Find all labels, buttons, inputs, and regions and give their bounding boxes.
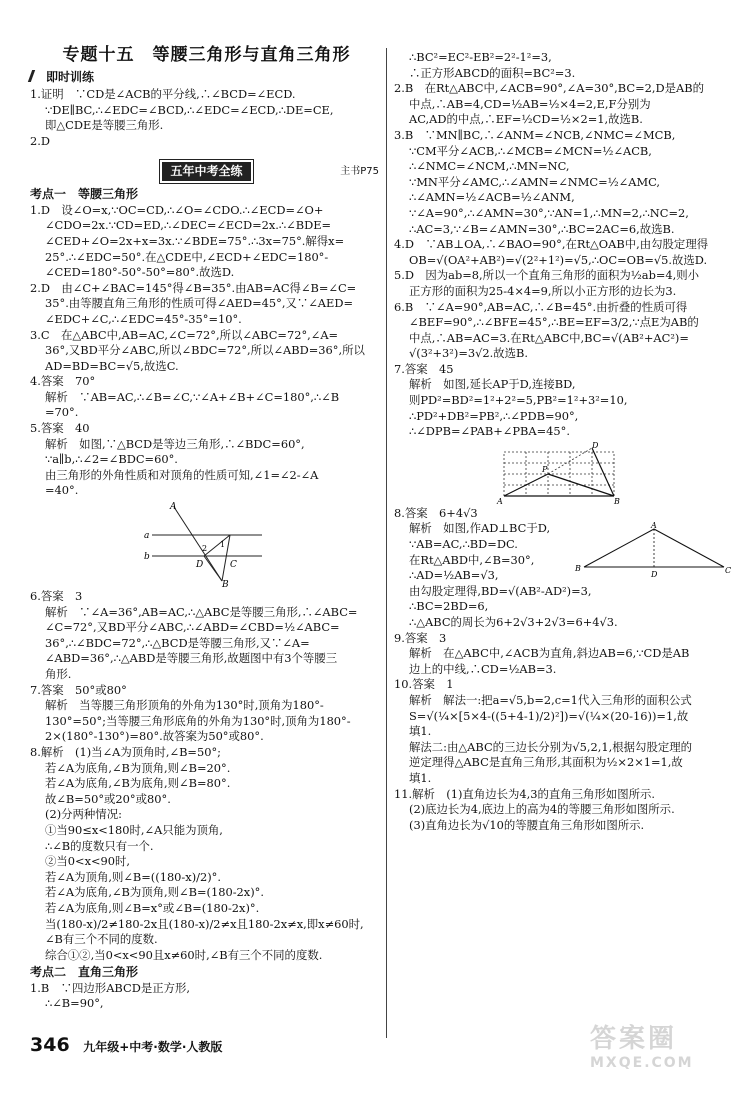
text-line: 由勾股定理得,BD=√(AB²-AD²)=3,: [409, 583, 592, 598]
text-line: ∵∠A=90°,∴∠AMN=30°,∵AN=1,∴MN=2,∴NC=2,: [409, 205, 689, 220]
column-divider: [386, 48, 387, 1038]
label-C: C: [725, 566, 732, 576]
text-line: 填1.: [409, 770, 432, 785]
text-line: 解析 如图,∵△BCD是等边三角形,∴∠BDC=60°,: [45, 436, 305, 451]
text-line: 130°=50°;当等腰三角形底角的外角为130°时,顶角为180°-: [45, 713, 351, 728]
label-D: D: [651, 570, 658, 580]
text-line: 解析 解法一:把a=√5,b=2,c=1代入三角形的面积公式: [409, 692, 692, 707]
text-line: 解析 ∵∠A=36°,AB=AC,∴△ABC是等腰三角形,∴∠ABC=: [45, 604, 358, 619]
label-P: P: [542, 464, 548, 474]
label-B: B: [614, 496, 620, 504]
text-line: 角形.: [45, 667, 72, 681]
text-line: 中点,∴AB=4,CD=½AB=½×4=2,E,F分别为: [409, 96, 651, 111]
text-line: 3.B ∵MN∥BC,∴∠ANM=∠NCB,∠NMC=∠MCB,: [394, 127, 676, 142]
text-line: ∵DE∥BC,∴∠EDC=∠BCD,∴∠EDC=∠ECD,∴DE=CE,: [45, 102, 334, 117]
text-line: 6.B ∵∠A=90°,AB=AC,∴∠B=45°.由折叠的性质可得: [394, 299, 688, 314]
text-line: 1.D 设∠O=x,∵OC=CD,∴∠O=∠CDO.∴∠ECD=∠O+: [30, 202, 324, 217]
label-A: A: [651, 521, 657, 531]
label-D: D: [592, 441, 599, 450]
text-line: ∴正方形ABCD的面积=BC²=3.: [409, 65, 576, 80]
text-line: ∴BC²=EC²-EB²=2²-1²=3,: [409, 50, 552, 64]
page-footer: [30, 1034, 222, 1056]
footer-text: 九年级+中考·数学·人教版: [83, 1040, 223, 1054]
text-line: 2.D 由∠C+∠BAC=145°得∠B=35°.由AB=AC得∠B=∠C=: [30, 280, 357, 295]
text-line: 7.答案 45: [394, 361, 454, 376]
text-line: =70°.: [45, 405, 79, 420]
label-D: D: [195, 560, 203, 571]
label-angle-2: 2: [201, 544, 207, 554]
text-line: 若∠A为底角,∠B为顶角,则∠B=(180-2x)°.: [45, 885, 264, 900]
label-A: A: [497, 496, 503, 504]
text-line: 填1.: [409, 724, 432, 739]
text-line: 若∠A为底角,∠B为底角,则∠B=80°.: [45, 776, 231, 791]
text-line: AC,AD的中点,∴EF=½CD=½×2=1,故选B.: [409, 112, 643, 127]
text-line: ∴∠AMN=½∠ACB=½∠ANM,: [409, 190, 575, 205]
text-line: ∴∠NMC=∠NCM,∴MN=NC,: [409, 159, 570, 174]
text-line: ∴∠B的度数只有一个.: [45, 838, 154, 853]
banner-ref: 主书P75: [340, 165, 379, 177]
figure-isosceles-triangle: [574, 521, 734, 581]
text-line: (2)底边长为4,底边上的高为4的等腰三角形如图所示.: [409, 802, 675, 817]
text-line: 2×(180°-130°)=80°.故答案为50°或80°.: [45, 729, 264, 744]
text-line: 若∠A为顶角,则∠B=((180-x)/2)°.: [45, 869, 221, 884]
text-line: ∵MN平分∠AMC,∴∠AMN=∠NMC=½∠AMC,: [409, 174, 661, 189]
right-column: [394, 0, 734, 1094]
pen-icon: [28, 70, 45, 82]
text-line: 8.解析 (1)当∠A为顶角时,∠B=50°;: [30, 744, 222, 759]
page-number: 346: [30, 1034, 70, 1056]
text-line: 综合①②,当0<x<90且x≠60时,∠B有三个不同的度数.: [45, 947, 323, 962]
text-line: 5.D 因为ab=8,所以一个直角三角形的面积为½ab=4,则小: [394, 268, 700, 283]
text-line: ∠C=72°,又BD平分∠ABC,∴∠ABD=∠CBD=½∠ABC=: [45, 620, 340, 635]
text-line: 3.C 在△ABC中,AB=AC,∠C=72°,所以∠ABC=72°,∠A=: [30, 327, 339, 342]
text-line: 10.答案 1: [394, 677, 454, 692]
text-line: 正方形的面积为25-4×4=9,所以小正方形的边长为3.: [409, 283, 677, 298]
text-line: 25°.∴∠EDC=50°.在△CDE中,∠ECD+∠EDC=180°-: [45, 249, 329, 264]
text-line: 2.D: [30, 133, 51, 148]
label-B: B: [221, 580, 229, 588]
kaodian-1-heading: 考点一 等腰三角形: [30, 187, 139, 202]
text-line: ∠CDO=2x.∵CD=ED,∴∠DEC=∠ECD=2x.∴∠BDE=: [45, 218, 332, 233]
text-line: =40°.: [45, 483, 79, 498]
text-line: 在Rt△ABD中,∠B=30°,: [409, 552, 535, 567]
text-line: 35°.由等腰直角三角形的性质可得∠AED=45°,又∵∠AED=: [45, 296, 354, 311]
text-line: 36°,∴∠BDC=72°,∴△BCD是等腰三角形,又∵∠A=: [45, 635, 310, 650]
text-line: 2.B 在Rt△ABC中,∠ACB=90°,∠A=30°,BC=2,D是AB的: [394, 81, 705, 96]
text-line: ∴AC=3,∵∠B=∠AMN=30°,∴BC=2AC=6,故选B.: [409, 221, 675, 236]
text-line: S=√(¼×[5×4-((5+4-1)/2)²])=√(¼×(20-16))=1,故: [409, 708, 689, 723]
text-line: ∴PD²+DB²=PB²,∴∠PDB=90°,: [409, 408, 579, 423]
text-line: 解析 ∵AB=AC,∴∠B=∠C,∵∠A+∠B+∠C=180°,∴∠B: [45, 389, 340, 404]
text-line: 4.D ∵AB⊥OA,∴∠BAO=90°,在Rt△OAB中,由勾股定理得: [394, 237, 709, 252]
text-line: ②当0<x<90时,: [45, 854, 131, 869]
text-line: 解析 如图,延长AP于D,连接BD,: [409, 377, 576, 392]
watermark-logo: 答案圈 MXQE.COM: [590, 1024, 694, 1071]
text-line: 逆定理得△ABC是直角三角形,其面积为½×2×1=1,故: [409, 755, 683, 770]
text-line: 5.答案 40: [30, 421, 90, 436]
text-line: 即△CDE是等腰三角形.: [45, 118, 164, 133]
text-line: ∠EDC+∠C,∴∠EDC=45°-35°=10°.: [45, 311, 242, 326]
text-line: 中点,∴AB=AC=3.在Rt△ABC中,BC=√(AB²+AC²)=: [409, 330, 689, 345]
text-line: 解析 如图,作AD⊥BC于D,: [409, 521, 551, 536]
text-line: 解析 在△ABC中,∠ACB为直角,斜边AB=6,∵CD是AB: [409, 646, 690, 661]
text-line: ∵CM平分∠ACB,∴∠MCB=∠MCN=½∠ACB,: [409, 143, 652, 158]
label-b: b: [143, 552, 150, 563]
text-line: ∠BEF=90°,∴∠BFE=45°,∴BE=EF=3/2,∵点E为AB的: [409, 315, 699, 330]
text-line: ∵a∥b,∴∠2=∠BDC=60°.: [45, 452, 178, 467]
text-line: 8.答案 6+4√3: [394, 505, 478, 520]
text-line: 1.证明 ∵CD是∠ACB的平分线,∴∠BCD=∠ECD.: [30, 87, 296, 102]
text-line: 故∠B=50°或20°或80°.: [45, 791, 171, 806]
text-line: 11.解析 (1)直角边长为4,3的直角三角形如图所示.: [394, 786, 656, 801]
left-column: [30, 0, 383, 1094]
text-line: 4.答案 70°: [30, 374, 96, 389]
label-A: A: [169, 502, 176, 513]
text-line: ∴AD=½AB=√3,: [409, 568, 499, 583]
text-line: 则PD²=BD²=1²+2²=5,PB²=1²+3²=10,: [409, 393, 628, 408]
figure-parallel-lines: [142, 501, 272, 587]
kaodian-2-heading: 考点二 直角三角形: [30, 965, 139, 980]
text-line: (3)直角边长为√10的等腰直角三角形如图所示.: [409, 817, 645, 832]
text-line: 1.B ∵四边形ABCD是正方形,: [30, 980, 191, 995]
section-heading-immediate: 即时训练: [30, 70, 383, 86]
text-line: 9.答案 3: [394, 630, 447, 645]
text-line: ∠ABD=36°,∴△ABD是等腰三角形,故题图中有3个等腰三: [45, 651, 338, 666]
page-title: 专题十五 等腰三角形与直角三角形: [62, 45, 351, 65]
figure-grid: [494, 442, 634, 504]
text-line: ∴∠B=90°,: [45, 996, 104, 1011]
text-line: 当(180-x)/2≠180-2x且(180-x)/2≠x且180-2x≠x,即x≠60时,: [45, 916, 364, 931]
text-line: 若∠A为底角,则∠B=x°或∠B=(180-2x)°.: [45, 900, 260, 915]
text-line: ∠CED+∠O=2x+x=3x.∵∠BDE=75°.∴3x=75°.解得x=: [45, 233, 345, 248]
text-line: 7.答案 50°或80°: [30, 682, 127, 697]
text-line: 若∠A为底角,∠B为顶角,则∠B=20°.: [45, 760, 231, 775]
text-line: ∴∠DPB=∠PAB+∠PBA=45°.: [409, 424, 570, 439]
text-line: ∵AB=AC,∴BD=DC.: [409, 537, 518, 552]
banner: [30, 160, 383, 184]
text-line: 由三角形的外角性质和对顶角的性质可知,∠1=∠2-∠A: [45, 467, 319, 482]
text-line: √(3²+3²)=3√2.故选B.: [409, 346, 529, 361]
text-line: ①当90≤x<180时,∠A只能为顶角,: [45, 822, 223, 837]
label-C: C: [229, 560, 237, 571]
text-line: AD=BD=BC=√5,故选C.: [45, 358, 179, 373]
text-line: OB=√(OA²+AB²)=√(2²+1²)=√5,∴OC=OB=√5.故选D.: [409, 252, 708, 267]
text-line: ∴BC=2BD=6,: [409, 599, 489, 614]
text-line: 6.答案 3: [30, 589, 83, 604]
text-line: 36°,又BD平分∠ABC,所以∠BDC=72°,所以∠ABD=36°,所以: [45, 343, 365, 358]
text-line: ∴△ABC的周长为6+2√3+2√3=6+4√3.: [409, 615, 618, 629]
text-line: (2)分两种情况:: [45, 807, 122, 822]
text-line: ∠B有三个不同的度数.: [45, 932, 158, 947]
label-angle-1: 1: [219, 540, 225, 550]
text-line: 解法二:由△ABC的三边长分别为√5,2,1,根据勾股定理的: [409, 739, 693, 754]
text-line: 解析 当等腰三角形顶角的外角为130°时,顶角为180°-: [45, 698, 324, 713]
text-line: ∠CED=180°-50°-50°=80°.故选D.: [45, 265, 235, 280]
label-B: B: [575, 564, 581, 574]
banner-title: 五年中考全练: [160, 160, 252, 184]
text-line: 边上的中线,∴CD=½AB=3.: [409, 661, 557, 676]
label-a: a: [143, 531, 149, 542]
